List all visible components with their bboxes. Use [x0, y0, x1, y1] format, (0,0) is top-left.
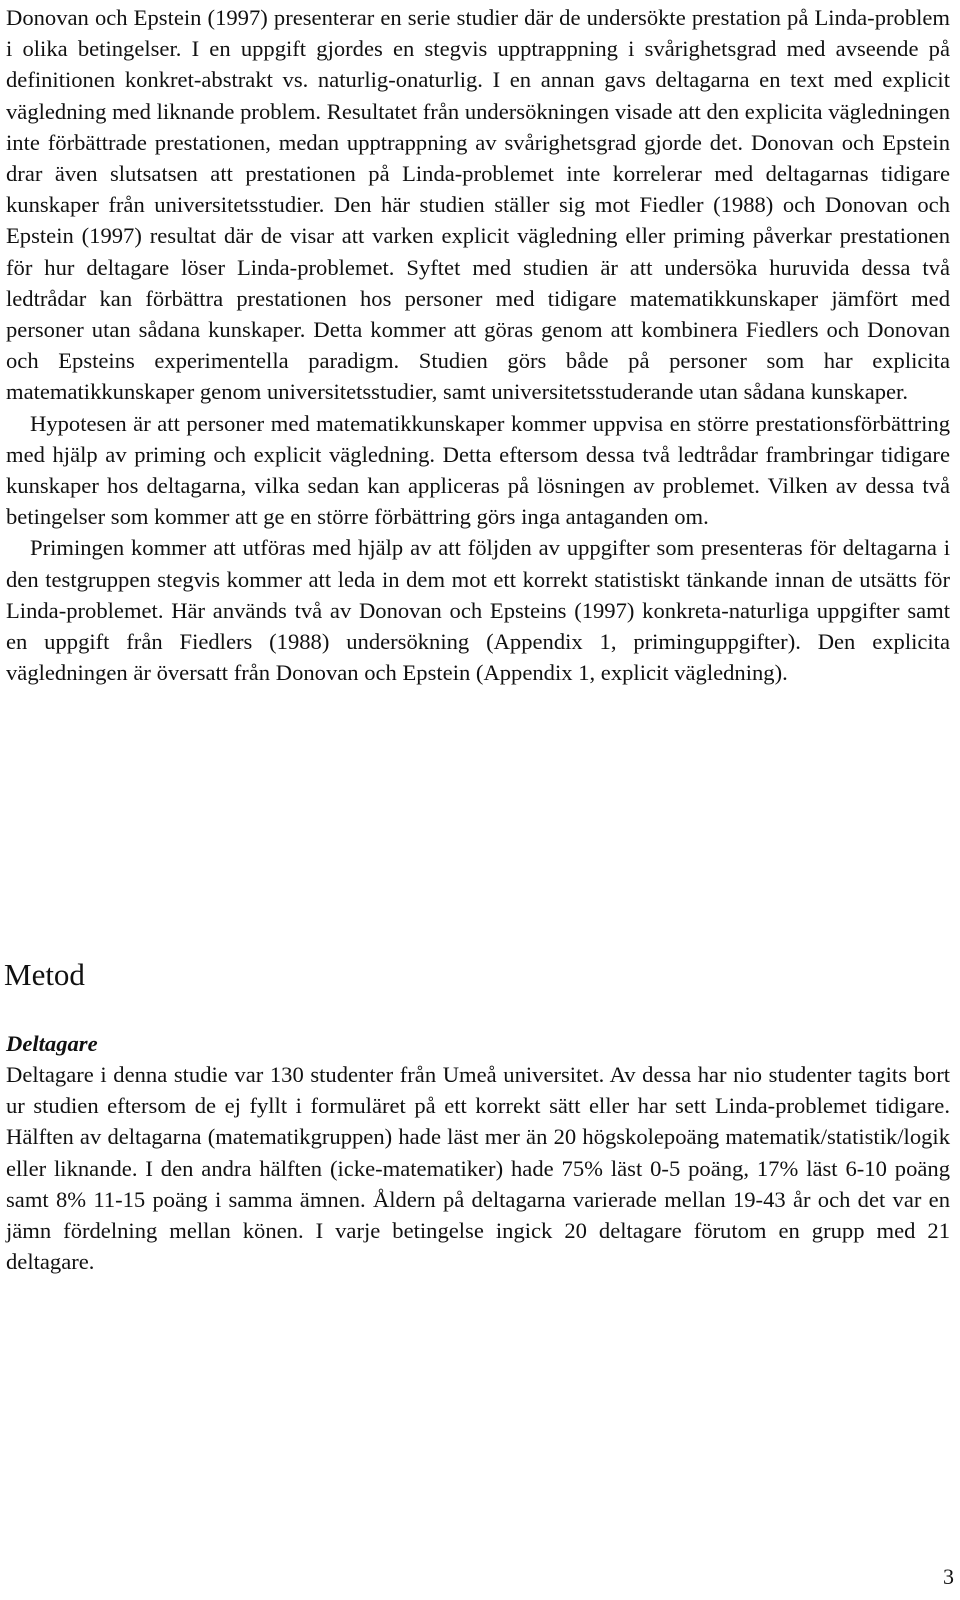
subsection-heading: Deltagare	[6, 1031, 98, 1056]
section-heading: Metod	[4, 957, 85, 992]
paragraph-hypothesis: Hypotesen är att personer med matematikkunskaper kommer uppvisa en större prestationsförbättring med hjälp av priming och explicit vägledning. Detta eftersom dessa två ledtrådar frambringar tidigare kunskaper hos deltagarna, vilka sedan kan appliceras på lösningen av problemet. Vilken av dessa två betingelser som kommer att ge en större förbättring görs inga antaganden om.	[6, 410, 950, 530]
intro-section	[6, 2, 950, 688]
method-section	[6, 1059, 950, 1277]
page-number: 3	[943, 1564, 954, 1589]
paragraph-priming: Primingen kommer att utföras med hjälp av att följden av uppgifter som presenteras för deltagarna i den testgruppen stegvis kommer att leda in dem mot ett korrekt statistiskt tänkande innan de utsätts för Linda-problemet. Här används två av Donovan och Epsteins (1997) konkreta-naturliga uppgifter samt en uppgift från Fiedlers (1988) undersökning (Appendix 1, priminguppgifter). Den explicita vägledningen är översatt från Donovan och Epstein (Appendix 1, explicit vägledning).	[6, 535, 950, 686]
paragraph-participants: Deltagare i denna studie var 130 studenter från Umeå universitet. Av dessa har nio studenter tagits bort ur studien eftersom de ej fyllt i formuläret på ett korrekt sätt eller har sett Linda-problemet tidigare. Hälften av deltagarna (matematikgruppen) hade läst mer än 20 högskolepoäng matematik/statistik/logik eller liknande. I den andra hälften (icke-matematiker) hade 75% läst 0-5 poäng, 17% läst 6-10 poäng samt 8% 11-15 poäng i samma ämnen. Åldern på deltagarna varierade mellan 19-43 år och det var en jämn fördelning mellan könen. I varje betingelse ingick 20 deltagare förutom en grupp med 21 deltagare.	[6, 1062, 950, 1275]
paragraph-studies: Donovan och Epstein (1997) presenterar en serie studier där de undersökte prestation på Linda-problem i olika betingelser. I en uppgift gjordes en stegvis upptrappning i svårighetsgrad med avseende på definitionen konkret-abstrakt vs. naturlig-onaturlig. I en annan gavs deltagarna en text med explicit vägledning med liknande problem. Resultatet från undersökningen visade att den explicita vägledningen inte förbättrade prestationen, medan upptrappning av svårighetsgrad gjorde det. Donovan och Epstein drar även slutsatsen att prestationen på Linda-problemet inte korrelerar med deltagarnas tidigare kunskaper från universitetsstudier. Den här studien ställer sig mot Fiedler (1988) och Donovan och Epstein (1997) resultat där de visar att varken explicit vägledning eller priming påverkar prestationen för hur deltagare löser Linda-problemet. Syftet med studien är att undersöka huruvida dessa två ledtrådar kan förbättra prestationen hos personer med tidigare matematikkunskaper jämfört med personer utan sådana kunskaper. Detta kommer att göras genom att kombinera Fiedlers och Donovan och Epsteins experimentella paradigm. Studien görs både på personer som har explicita matematikkunskaper genom universitetsstudier, samt universitetsstuderande utan sådana kunskaper.	[6, 5, 950, 405]
